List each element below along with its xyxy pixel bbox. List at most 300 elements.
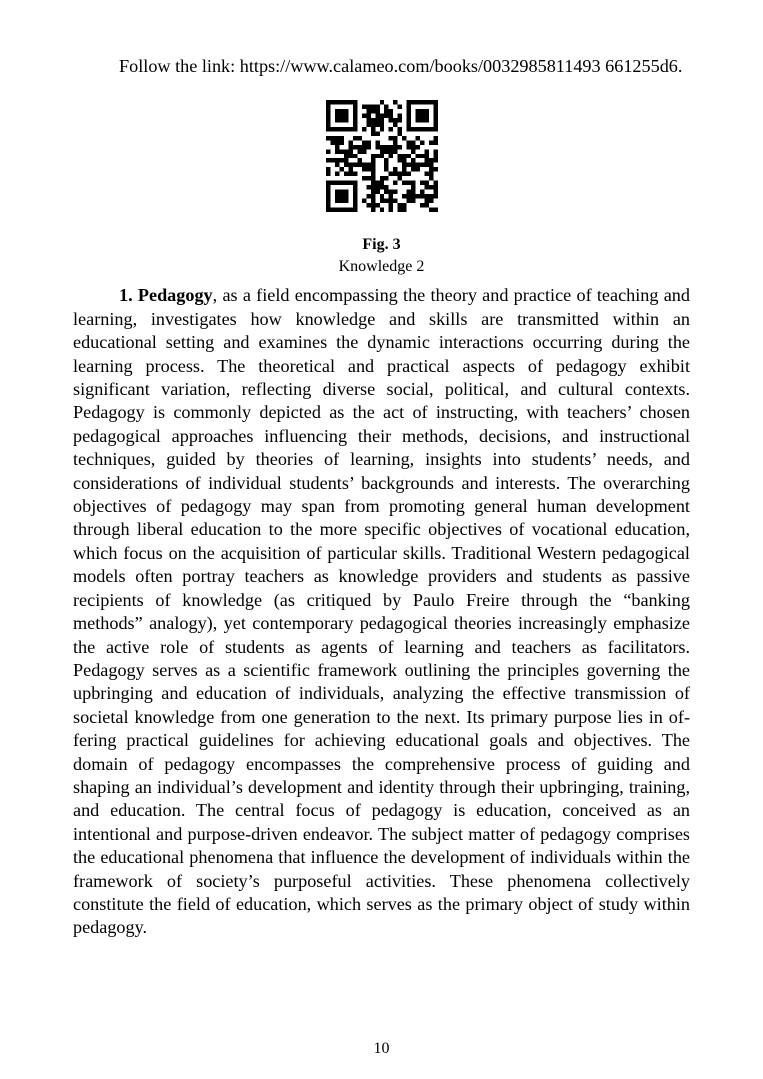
qr-module [379,154,383,158]
qr-module [339,194,343,198]
qr-module [370,190,374,194]
qr-module [393,199,397,203]
pedagogy-paragraph [73,284,690,939]
qr-module [433,100,437,104]
qr-module [379,199,383,203]
qr-module [433,194,437,198]
qr-module [352,154,356,158]
qr-module [348,172,352,176]
qr-module [388,203,392,207]
qr-module [343,159,347,163]
qr-module [339,100,343,104]
qr-module [393,172,397,176]
qr-module [429,168,433,172]
qr-module [384,163,388,167]
qr-module [339,141,343,145]
qr-module [397,145,401,149]
qr-module [352,190,356,194]
qr-module [330,181,334,185]
qr-module [326,199,330,203]
qr-module [375,132,379,136]
figure-caption [73,234,690,278]
qr-module [402,168,406,172]
qr-module [420,163,424,167]
qr-module [388,118,392,122]
qr-module [393,145,397,149]
qr-module [415,127,419,131]
qr-module [352,118,356,122]
qr-module [433,141,437,145]
qr-module [326,159,330,163]
qr-module [384,177,388,181]
qr-module [366,145,370,149]
qr-module [433,114,437,118]
qr-module [348,127,352,131]
qr-module [343,127,347,131]
qr-module [411,163,415,167]
qr-module [375,203,379,207]
qr-module [348,208,352,212]
qr-module [361,127,365,131]
qr-module [384,186,388,190]
qr-module [361,199,365,203]
qr-module [433,154,437,158]
qr-module [339,118,343,122]
qr-module [397,159,401,163]
qr-module [393,150,397,154]
qr-module [361,150,365,154]
qr-module [424,114,428,118]
qr-module [415,100,419,104]
qr-module [384,150,388,154]
qr-module [406,163,410,167]
qr-module [406,172,410,176]
qr-module [406,194,410,198]
qr-module [415,154,419,158]
qr-module [326,203,330,207]
qr-module [420,100,424,104]
qr-module [384,190,388,194]
qr-module [339,159,343,163]
qr-module [375,114,379,118]
qr-module [343,154,347,158]
qr-module [411,159,415,163]
qr-module [388,190,392,194]
qr-module [402,154,406,158]
qr-module [343,208,347,212]
qr-module [339,114,343,118]
qr-module [343,109,347,113]
qr-module [406,154,410,158]
qr-module [384,105,388,109]
qr-module [424,154,428,158]
qr-module [343,172,347,176]
qr-module [393,190,397,194]
qr-module [429,163,433,167]
qr-module [393,118,397,122]
qr-module [366,114,370,118]
qr-module [370,109,374,113]
qr-module [357,136,361,140]
qr-module [366,118,370,122]
qr-module [352,127,356,131]
qr-module [370,181,374,185]
qr-module [379,194,383,198]
qr-module [326,186,330,190]
qr-module [393,168,397,172]
qr-module [388,145,392,149]
figure-title: Knowledge 2 [338,258,425,276]
qr-module [379,127,383,131]
qr-module [370,199,374,203]
qr-module [411,194,415,198]
qr-module [334,136,338,140]
qr-module [370,194,374,198]
qr-module [326,123,330,127]
qr-module [334,163,338,167]
qr-code-container [73,100,690,212]
qr-module [415,194,419,198]
qr-module [406,114,410,118]
qr-module [326,172,330,176]
qr-module [393,181,397,185]
qr-module [388,114,392,118]
qr-module [429,172,433,176]
qr-module [420,127,424,131]
qr-module [379,208,383,212]
qr-module [334,159,338,163]
qr-module [397,208,401,212]
qr-module [420,194,424,198]
qr-module [343,163,347,167]
qr-module [366,105,370,109]
qr-module [370,105,374,109]
qr-module [361,141,365,145]
qr-module [352,203,356,207]
qr-module [406,181,410,185]
qr-module [415,114,419,118]
qr-module [388,136,392,140]
qr-module [375,141,379,145]
qr-module [326,190,330,194]
qr-module [348,154,352,158]
qr-module [433,109,437,113]
qr-module [402,194,406,198]
qr-module [415,145,419,149]
qr-module [334,181,338,185]
qr-module [388,150,392,154]
qr-module [406,190,410,194]
qr-module [406,109,410,113]
qr-module [424,150,428,154]
qr-module [424,159,428,163]
qr-module [348,168,352,172]
qr-module [330,100,334,104]
qr-module [375,118,379,122]
qr-module [375,154,379,158]
qr-module [339,168,343,172]
qr-module [334,208,338,212]
qr-module [420,181,424,185]
qr-module [406,127,410,131]
qr-module [361,105,365,109]
qr-module [429,199,433,203]
qr-module [433,181,437,185]
qr-module [343,181,347,185]
qr-module [379,177,383,181]
qr-module [326,136,330,140]
qr-module [406,145,410,149]
link-paragraph[interactable]: Follow the link: https://www.calameo.com/books/0032985811493 661255d6. [119,56,683,76]
qr-module [326,194,330,198]
qr-module [379,100,383,104]
qr-module [366,123,370,127]
qr-module [334,190,338,194]
qr-module [402,181,406,185]
qr-module [411,186,415,190]
qr-module [370,127,374,131]
qr-module [334,199,338,203]
qr-module [339,190,343,194]
qr-module [361,114,365,118]
qr-module [411,127,415,131]
qr-module [326,118,330,122]
qr-module [433,190,437,194]
qr-module [402,163,406,167]
qr-module [366,177,370,181]
qr-module [406,118,410,122]
qr-module [357,163,361,167]
qr-module [379,123,383,127]
qr-module [366,109,370,113]
qr-module [415,168,419,172]
qr-module [411,145,415,149]
qr-module [388,127,392,131]
qr-module [326,114,330,118]
qr-module [326,105,330,109]
qr-module [348,100,352,104]
qr-module [415,136,419,140]
qr-module [370,159,374,163]
qr-module [406,105,410,109]
qr-module [433,118,437,122]
qr-module [397,118,401,122]
qr-module [326,100,330,104]
qr-module [415,109,419,113]
qr-module [352,163,356,167]
qr-module [402,159,406,163]
qr-module [411,100,415,104]
qr-module [334,127,338,131]
qr-module [370,203,374,207]
qr-module [379,181,383,185]
qr-module [330,159,334,163]
qr-module [433,159,437,163]
qr-module [334,118,338,122]
qr-module [420,118,424,122]
figure-label: Fig. 3 [362,236,401,254]
qr-module [433,208,437,212]
qr-module [388,199,392,203]
qr-module [375,186,379,190]
qr-module [388,109,392,113]
qr-module [366,194,370,198]
qr-module [415,118,419,122]
qr-module [352,105,356,109]
qr-module [429,177,433,181]
qr-module [366,203,370,207]
qr-module [411,141,415,145]
qr-module [406,123,410,127]
qr-module [352,181,356,185]
qr-module [370,168,374,172]
qr-module [352,145,356,149]
qr-module [424,181,428,185]
qr-module [357,150,361,154]
qr-module [370,118,374,122]
qr-module [339,199,343,203]
qr-module [424,118,428,122]
qr-module [379,145,383,149]
qr-module [352,109,356,113]
qr-module [375,123,379,127]
qr-module [402,208,406,212]
document-page [73,55,690,940]
qr-module [429,159,433,163]
qr-module [343,118,347,122]
qr-module [402,203,406,207]
qr-module [330,127,334,131]
qr-module [397,177,401,181]
qr-module [370,177,374,181]
qr-module [334,194,338,198]
qr-module [406,141,410,145]
qr-module [397,132,401,136]
qr-module [384,114,388,118]
qr-module [429,194,433,198]
qr-module [326,109,330,113]
qr-module [406,199,410,203]
qr-module [361,145,365,149]
qr-module [330,136,334,140]
qr-module [420,154,424,158]
qr-module [424,194,428,198]
qr-module [429,186,433,190]
qr-module [384,159,388,163]
qr-module [402,172,406,176]
qr-module [388,154,392,158]
qr-module [393,141,397,145]
qr-module [424,127,428,131]
qr-module [352,199,356,203]
qr-module [429,127,433,131]
qr-module [361,163,365,167]
qr-module [379,150,383,154]
qr-module [384,109,388,113]
qr-module [429,208,433,212]
qr-module [420,203,424,207]
qr-module [330,208,334,212]
qr-module [334,114,338,118]
qr-module [397,203,401,207]
qr-module [370,208,374,212]
qr-module [420,190,424,194]
qr-module [326,150,330,154]
qr-module [352,186,356,190]
qr-module [424,199,428,203]
qr-module [352,114,356,118]
qr-module [384,168,388,172]
qr-module [424,203,428,207]
qr-module [326,208,330,212]
qr-module [334,100,338,104]
qr-module [352,100,356,104]
qr-module [343,114,347,118]
qr-module [370,163,374,167]
qr-module [393,100,397,104]
qr-module [397,172,401,176]
qr-module [397,105,401,109]
qr-module [397,154,401,158]
qr-module [334,141,338,145]
qr-module [339,208,343,212]
qr-module [343,194,347,198]
qr-module [352,208,356,212]
qr-module [348,145,352,149]
qr-module [411,150,415,154]
qr-module [379,186,383,190]
qr-module [339,136,343,140]
qr-module [326,181,330,185]
qr-module [429,141,433,145]
qr-module [375,105,379,109]
qr-module [411,181,415,185]
qr-module [379,118,383,122]
qr-module [402,136,406,140]
qr-module [339,127,343,131]
qr-module [424,172,428,176]
qr-module [433,136,437,140]
qr-module [339,181,343,185]
qr-module [433,105,437,109]
paragraph-body-text: , as a field encompassing the theory and practice of teaching and learning, investigates how knowledge and skills are transmitted within an educational setting and examines the dynamic interactions occurring during the learning process. The theoretical and practical aspects of pedagogy exhibit significant variation, reflecting diverse social, political, and cultural contexts. Pedagogy is commonly depicted as the act of instructing, with teachers’ chosen pedagogical approaches influencing their methods, decisions, and instructional techniques, guided by theories of learning, insights into students’ needs, and considerations of individual students’ backgrounds and interests. The overarching objectives of pedagogy may span from promoting general human development through liberal education to the more specific objectives of vocational education, which focus on the acquisition of particular skills. Traditional Western pedagogical models often portray teachers as knowledge providers and students as passive recipients of knowledge (as critiqued by Paulo Freire through the “banking methods” analogy), yet contemporary pedagogical theories increasingly emphasize the active role of students as agents of learning and teachers as facilitators. Pedagogy serves as a scientific framework outlining the principles governing the upbringing and education of individuals, analyzing the effective transmission of societal knowledge from one generation to the next. Its primary purpose lies in offering practical guidelines for achieving educational goals and objectives. The domain of pedagogy encompasses the comprehensive process of guiding and shaping an individual’s development and identity through their upbringing, training, and education. The central focus of pedagogy is education, conceived as an intentional and purpose-driven endeavor. The subject matter of pedagogy comprises the educational phenomena that influence the development of individuals within the framework of society’s purposeful activities. These phenomena collectively constitute the field of education, which serves as the primary object of study within pedagogy. [73,285,690,938]
qr-module [366,141,370,145]
qr-module [433,127,437,131]
qr-module [375,109,379,113]
qr-module [343,190,347,194]
qr-module [370,154,374,158]
qr-module [339,150,343,154]
qr-module [352,172,356,176]
qr-module [370,186,374,190]
qr-module [343,100,347,104]
qr-module [326,168,330,172]
qr-module [361,168,365,172]
qr-module [433,186,437,190]
qr-module [420,141,424,145]
qr-module [411,199,415,203]
qr-module [334,172,338,176]
qr-module [348,150,352,154]
paragraph-lead-term: 1. Pedagogy [119,285,213,306]
qr-code-icon[interactable] [326,100,438,212]
qr-module [397,127,401,131]
qr-module [393,123,397,127]
qr-module [429,100,433,104]
qr-module [433,150,437,154]
qr-module [379,114,383,118]
qr-module [343,150,347,154]
